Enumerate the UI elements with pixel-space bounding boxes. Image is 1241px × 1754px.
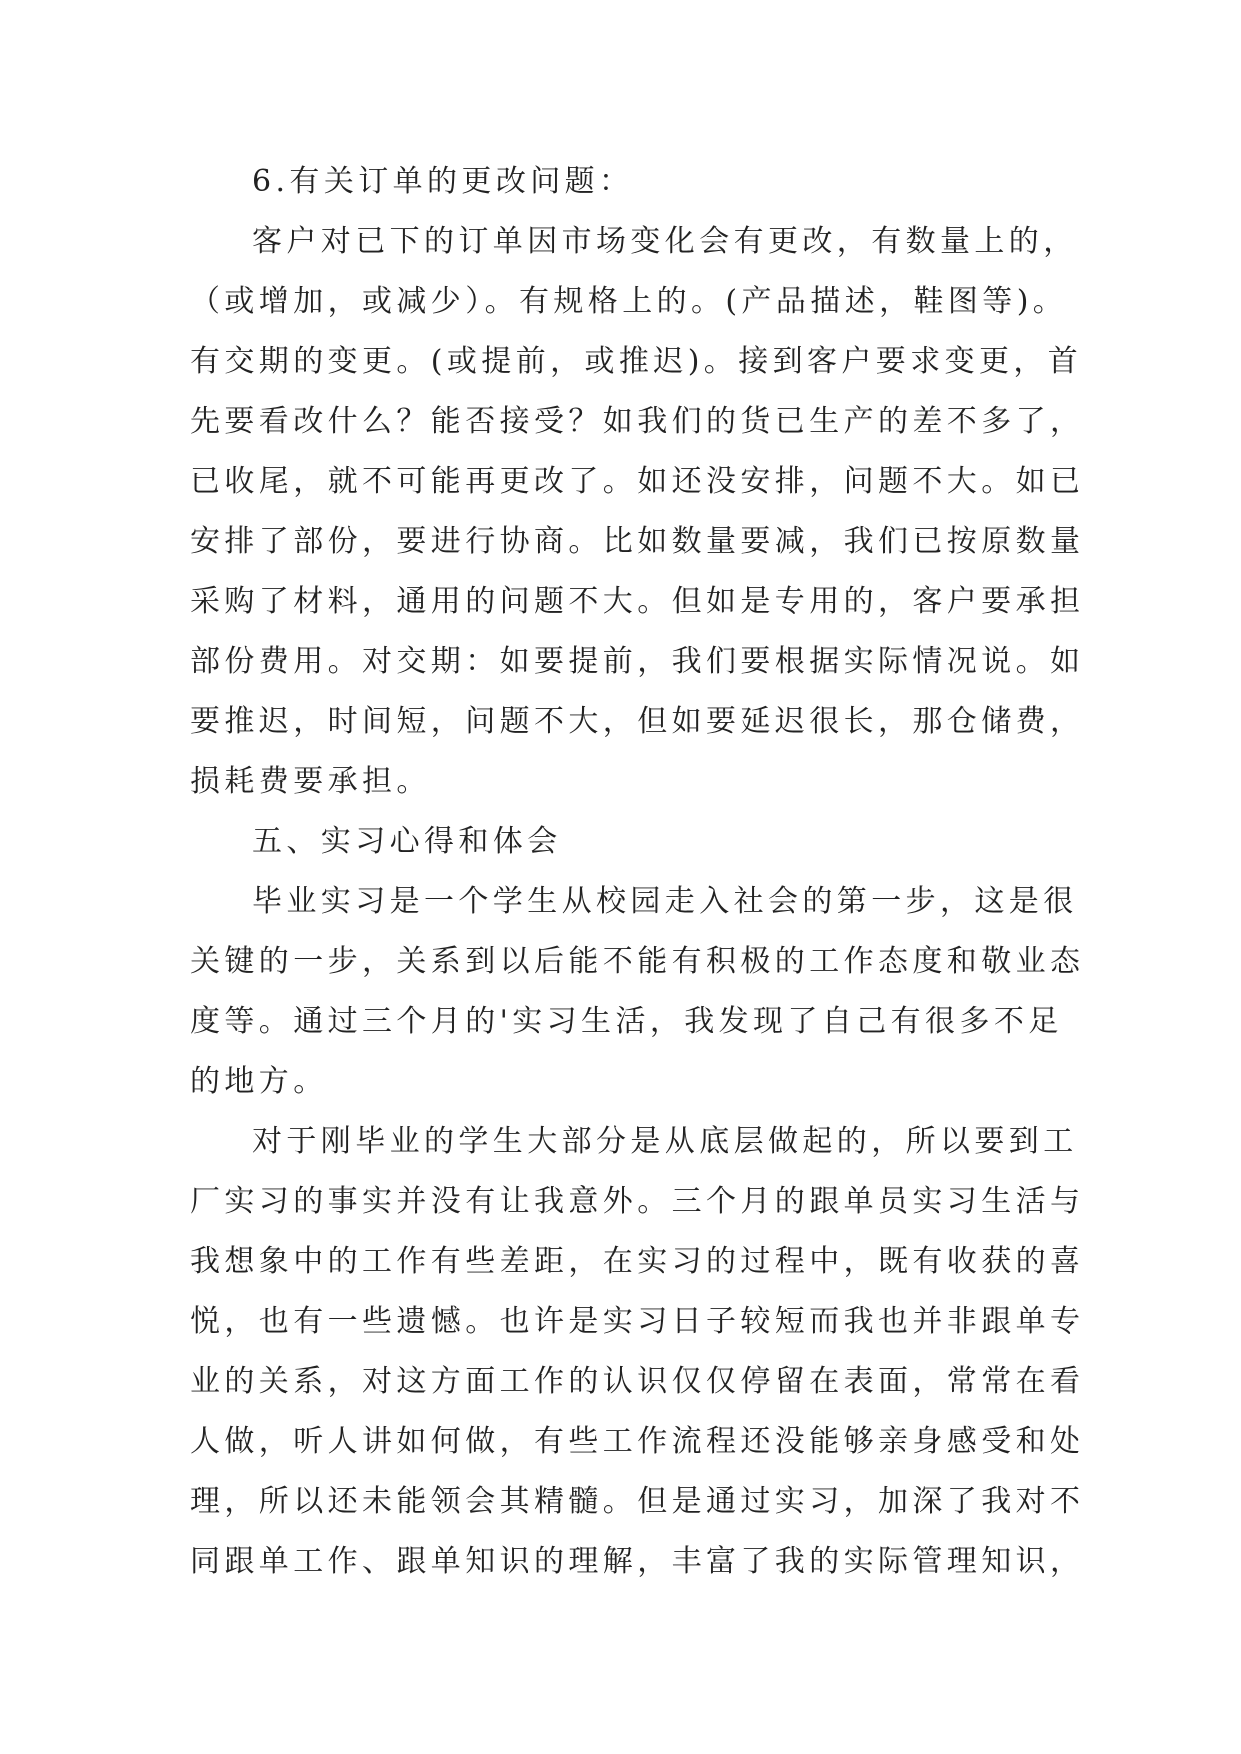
paragraph-line: 我想象中的工作有些差距，在实习的过程中，既有收获的喜	[190, 1244, 1085, 1279]
document-body	[190, 152, 1085, 1592]
section-heading: 6.有关订单的更改问题：	[252, 164, 634, 199]
paragraph-line: 客户对已下的订单因市场变化会有更改，有数量上的，	[252, 224, 1078, 259]
paragraph-line: 悦，也有一些遗憾。也许是实习日子较短而我也并非跟单专	[190, 1304, 1085, 1339]
paragraph-line: 采购了材料，通用的问题不大。但如是专用的，客户要承担	[190, 584, 1085, 619]
section-heading: 五、实习心得和体会	[252, 824, 562, 859]
paragraph-line: 关键的一步，关系到以后能不能有积极的工作态度和敬业态	[190, 944, 1085, 979]
paragraph-line: （或增加，或减少）。有规格上的。(产品描述，鞋图等)。	[190, 284, 1068, 319]
paragraph-line: 同跟单工作、跟单知识的理解，丰富了我的实际管理知识，	[190, 1544, 1085, 1579]
paragraph-line: 已收尾，就不可能再更改了。如还没安排，问题不大。如已	[190, 464, 1085, 499]
paragraph-line: 人做，听人讲如何做，有些工作流程还没能够亲身感受和处	[190, 1424, 1085, 1459]
paragraph-line: 损耗费要承担。	[190, 764, 431, 799]
paragraph-line: 安排了部份，要进行协商。比如数量要减，我们已按原数量	[190, 524, 1085, 559]
paragraph-line: 理，所以还未能领会其精髓。但是通过实习，加深了我对不	[190, 1484, 1085, 1519]
paragraph-line: 度等。通过三个月的'实习生活，我发现了自己有很多不足	[190, 1004, 1063, 1039]
paragraph-line: 部份费用。对交期：如要提前，我们要根据实际情况说。如	[190, 644, 1085, 679]
paragraph-line: 厂实习的事实并没有让我意外。三个月的跟单员实习生活与	[190, 1184, 1085, 1219]
paragraph-line: 业的关系，对这方面工作的认识仅仅停留在表面，常常在看	[190, 1364, 1085, 1399]
paragraph-line: 有交期的变更。(或提前，或推迟)。接到客户要求变更，首	[190, 344, 1083, 379]
paragraph-line: 要推迟，时间短，问题不大，但如要延迟很长，那仓储费，	[190, 704, 1085, 739]
paragraph-line: 的地方。	[190, 1064, 328, 1099]
paragraph-line: 对于刚毕业的学生大部分是从底层做起的，所以要到工	[252, 1124, 1078, 1159]
paragraph-line: 先要看改什么？能否接受？如我们的货已生产的差不多了，	[190, 404, 1085, 439]
paragraph-line: 毕业实习是一个学生从校园走入社会的第一步，这是很	[252, 884, 1078, 919]
